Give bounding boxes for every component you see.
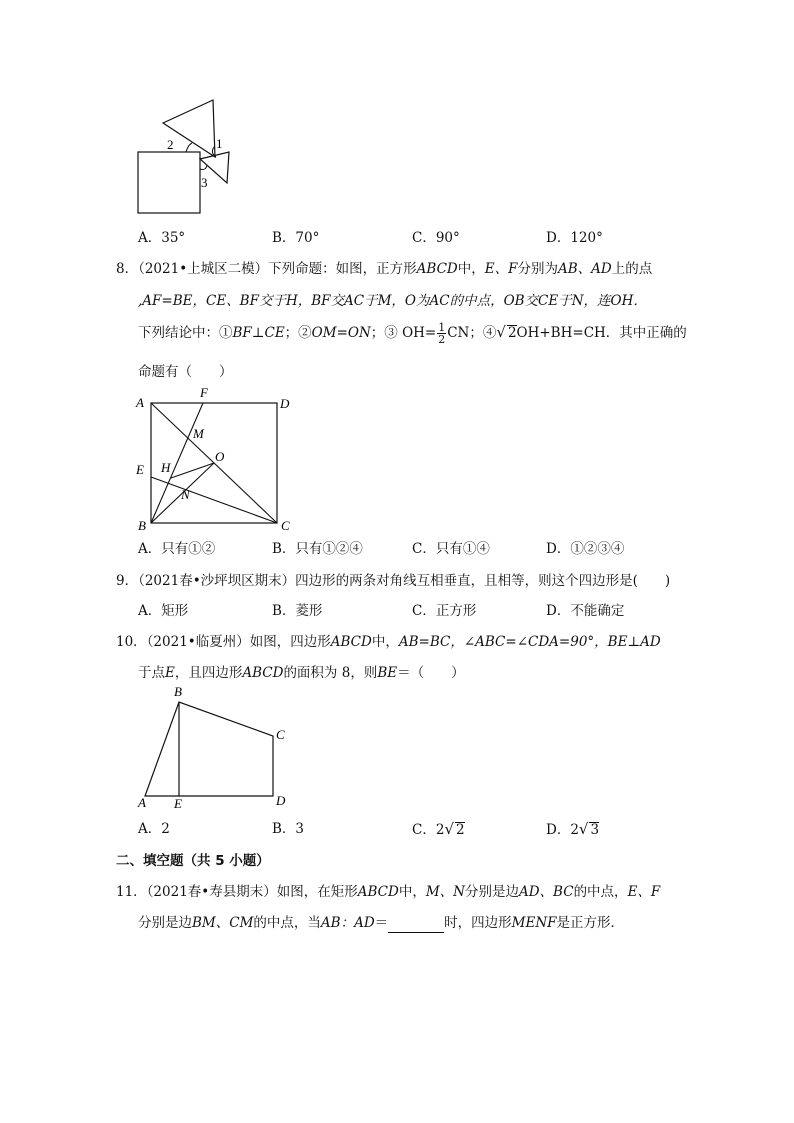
q8-line-1: 8．（2021•上城区二模）下列命题：如图，正方形ABCD中，E、F分别为AB、AD上的点 xyxy=(116,261,653,277)
q7-angle-arc-3 xyxy=(200,165,207,170)
q8-label-b: B xyxy=(138,518,146,533)
q10-label-d: D xyxy=(276,793,286,808)
q8-option-c[interactable]: C．只有①④ xyxy=(412,541,490,557)
q8-label-a: A xyxy=(136,395,144,410)
q7-option-d[interactable]: D．120° xyxy=(546,230,603,246)
q8-conclusion-1: BF⊥CE xyxy=(232,325,285,341)
q8-line-3: 下列结论中：①BF⊥CE；②OM=ON；③ OH= $\frac{1}{2}$ CN；④√ 2OH+BH=CH．其中正确的 xyxy=(138,321,687,346)
q10-line-2: 于点E，且四边形ABCD的面积为 8，则BE＝（ ） xyxy=(138,665,465,681)
fraction: $\frac{1}{2}$ xyxy=(438,321,446,346)
sqrt-icon: √ xyxy=(496,323,506,341)
q10-quadrilateral xyxy=(145,702,273,796)
sqrt-icon: √ xyxy=(578,820,589,838)
q10-option-d[interactable]: D．2√ 3 xyxy=(546,820,600,838)
q11-number: 11． xyxy=(116,884,147,900)
answer-blank[interactable] xyxy=(388,918,444,933)
q8-label-m: M xyxy=(193,426,204,441)
q8-figure xyxy=(130,385,310,535)
q8-label-d: D xyxy=(280,396,290,411)
q8-option-a[interactable]: A．只有①② xyxy=(138,541,216,557)
q9-option-a[interactable]: A．矩形 xyxy=(138,603,189,619)
q10-label-e: E xyxy=(174,796,182,811)
q8-label-f: F xyxy=(200,385,208,400)
q10-line-1: 10．（2021•临夏州）如图，四边形ABCD中，AB=BC，∠ABC=∠CDA=90°，BE⊥AD xyxy=(116,634,661,650)
q8-line-oh xyxy=(171,463,214,478)
q8-line-ce xyxy=(151,477,277,523)
q10-figure xyxy=(130,683,300,813)
q7-option-c[interactable]: C．90° xyxy=(412,230,460,246)
q8-option-b[interactable]: B．只有①②④ xyxy=(272,541,363,557)
q7-label-1: 1 xyxy=(216,136,223,151)
q8-option-d[interactable]: D．①②③④ xyxy=(546,541,625,557)
q8-line-bf xyxy=(151,403,203,523)
q8-label-c: C xyxy=(281,518,290,533)
q8-conclusion-2: OM=ON xyxy=(311,325,371,341)
q11-source: （2021春•寿县期末） xyxy=(146,884,277,900)
q8-number: 8． xyxy=(116,261,139,277)
q8-label-n: N xyxy=(181,487,190,502)
q10-number: 10． xyxy=(116,634,147,650)
q8-label-e: E xyxy=(136,462,144,477)
q8-source: （2021•上城区二模） xyxy=(138,261,269,277)
q10-source: （2021•临夏州） xyxy=(146,634,250,650)
q8-conclusion-4: √ 2OH+BH=CH xyxy=(496,323,606,341)
q7-angle-arc-2 xyxy=(186,143,192,152)
q8-line-4: 命题有（ ） xyxy=(138,364,233,380)
q8-label-o: O xyxy=(215,449,225,464)
q7-option-b[interactable]: B．70° xyxy=(272,230,320,246)
section-heading: 二、填空题（共 5 小题） xyxy=(116,853,270,869)
q8-conclusion-3: OH= $\frac{1}{2}$ CN xyxy=(402,321,470,346)
q9-option-b[interactable]: B．菱形 xyxy=(272,603,323,619)
q9-line: 9．（2021春•沙坪坝区期末）四边形的两条对角线互相垂直，且相等，则这个四边形是( ) xyxy=(116,573,671,589)
q10-label-a: A xyxy=(138,795,146,810)
q7-label-3: 3 xyxy=(201,175,208,190)
q9-option-d[interactable]: D．不能确定 xyxy=(546,603,625,619)
q10-option-a[interactable]: A．2 xyxy=(138,821,170,837)
q7-figure xyxy=(130,95,240,220)
q10-label-b: B xyxy=(174,684,182,699)
q9-option-c[interactable]: C．正方形 xyxy=(412,603,477,619)
q7-square xyxy=(138,152,200,213)
q11-line-1: 11．（2021春•寿县期末）如图，在矩形ABCD中，M、N分别是边AD、BC的中点，E、F xyxy=(116,884,661,900)
q11-line-2: 分别是边BM、CM的中点，当AB：AD＝ 时，四边形MENF是正方形． xyxy=(138,915,625,931)
q10-option-b[interactable]: B．3 xyxy=(272,821,305,837)
q10-option-c[interactable]: C．2√ 2 xyxy=(412,820,465,838)
sqrt-icon: √ xyxy=(444,820,454,838)
q8-line-2: ,AF=BE，CE、BF交于H，BF交AC于M，O为AC的中点，OB交CE于N，连OH． xyxy=(138,293,647,309)
q10-label-c: C xyxy=(276,727,285,742)
q7-option-a[interactable]: A．35° xyxy=(138,230,186,246)
q7-label-2: 2 xyxy=(167,137,174,152)
q8-label-h: H xyxy=(161,460,171,475)
